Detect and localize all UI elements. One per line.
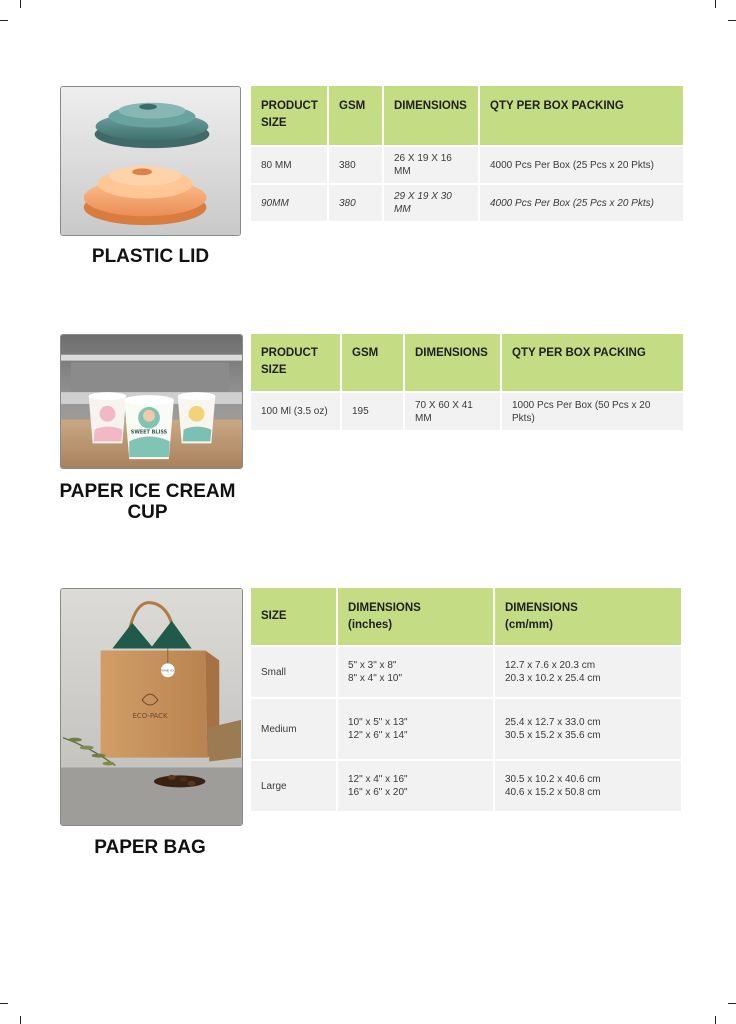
ice-cream-cup-title: PAPER ICE CREAM CUP <box>59 481 236 523</box>
table-cell: 380 <box>329 147 382 183</box>
cm-line: 40.6 x 15.2 x 50.8 cm <box>505 787 601 798</box>
table-cell: Medium <box>251 699 336 759</box>
table-cell <box>495 647 681 697</box>
table-header-row <box>251 334 683 391</box>
ice-cream-cup-photo <box>60 334 243 469</box>
cup-brand-label: SWEET BLISS <box>130 429 168 436</box>
cm-line: 30.5 x 10.2 x 40.6 cm <box>505 774 601 785</box>
inches-line: 10" x 5" x 13" <box>348 717 408 728</box>
inches-line: 5" x 3" x 8" <box>348 660 397 671</box>
table-row <box>251 147 683 183</box>
paper-bag-title: PAPER BAG <box>94 837 206 858</box>
column-header: QTY PER BOX PACKING <box>502 334 683 391</box>
table-cell: 29 X 19 X 30 MM <box>384 185 478 221</box>
column-header: DIMENSIONS (inches) <box>338 588 493 645</box>
table-row <box>251 761 681 811</box>
table-cell: Large <box>251 761 336 811</box>
cm-line: 20.3 x 10.2 x 25.4 cm <box>505 673 601 684</box>
column-header: QTY PER BOX PACKING <box>480 86 683 145</box>
table-cell <box>495 699 681 759</box>
crop-mark <box>715 1016 716 1024</box>
crop-mark <box>728 20 736 21</box>
table-cell: 380 <box>329 185 382 221</box>
table-cell: 80 MM <box>251 147 327 183</box>
table-row <box>251 393 683 430</box>
table-header-row <box>251 86 683 145</box>
column-header: GSM <box>342 334 403 391</box>
table-cell: 195 <box>342 393 403 430</box>
column-header: GSM <box>329 86 382 145</box>
cm-line: 30.5 x 15.2 x 35.6 cm <box>505 730 601 741</box>
table-cell: 90MM <box>251 185 327 221</box>
bag-tag-text: THANK YOU <box>160 669 176 673</box>
crop-mark <box>0 1003 8 1004</box>
crop-mark <box>20 1016 21 1024</box>
table-cell: Small <box>251 647 336 697</box>
table-cell <box>338 647 493 697</box>
bag-brand-print: ECO-PACK <box>132 711 168 720</box>
inches-line: 16" x 6" x 20" <box>348 787 408 798</box>
plastic-lid-table <box>249 84 685 223</box>
table-row <box>251 185 683 221</box>
table-header-row <box>251 588 681 645</box>
cm-line: 25.4 x 12.7 x 33.0 cm <box>505 717 601 728</box>
paper-bag-photo <box>60 588 243 826</box>
crop-mark <box>728 1003 736 1004</box>
plastic-lid-title: PLASTIC LID <box>91 246 210 267</box>
crop-mark <box>715 0 716 8</box>
inches-line: 12" x 4" x 16" <box>348 774 408 785</box>
column-header: DIMENSIONS <box>405 334 500 391</box>
column-header: PRODUCT SIZE <box>251 334 340 391</box>
column-header: PRODUCT SIZE <box>251 86 327 145</box>
column-header: DIMENSIONS <box>384 86 478 145</box>
column-header: SIZE <box>251 588 336 645</box>
table-cell <box>338 699 493 759</box>
table-cell: 26 X 19 X 16 MM <box>384 147 478 183</box>
ice-cream-cup-table <box>249 332 685 432</box>
table-row <box>251 647 681 697</box>
table-cell: 1000 Pcs Per Box (50 Pcs x 20 Pkts) <box>502 393 683 430</box>
column-header: DIMENSIONS (cm/mm) <box>495 588 681 645</box>
table-cell: 4000 Pcs Per Box (25 Pcs x 20 Pkts) <box>480 185 683 221</box>
plastic-lid-photo <box>60 86 241 236</box>
crop-mark <box>20 0 21 8</box>
inches-line: 8" x 4" x 10" <box>348 673 403 684</box>
inches-line: 12" x 6" x 14" <box>348 730 408 741</box>
table-cell <box>338 761 493 811</box>
table-cell: 100 Ml (3.5 oz) <box>251 393 340 430</box>
table-row <box>251 699 681 759</box>
table-cell: 70 X 60 X 41 MM <box>405 393 500 430</box>
crop-mark <box>0 20 8 21</box>
cm-line: 12.7 x 7.6 x 20.3 cm <box>505 660 596 671</box>
paper-bag-table <box>249 586 683 813</box>
table-cell <box>495 761 681 811</box>
table-cell: 4000 Pcs Per Box (25 Pcs x 20 Pkts) <box>480 147 683 183</box>
